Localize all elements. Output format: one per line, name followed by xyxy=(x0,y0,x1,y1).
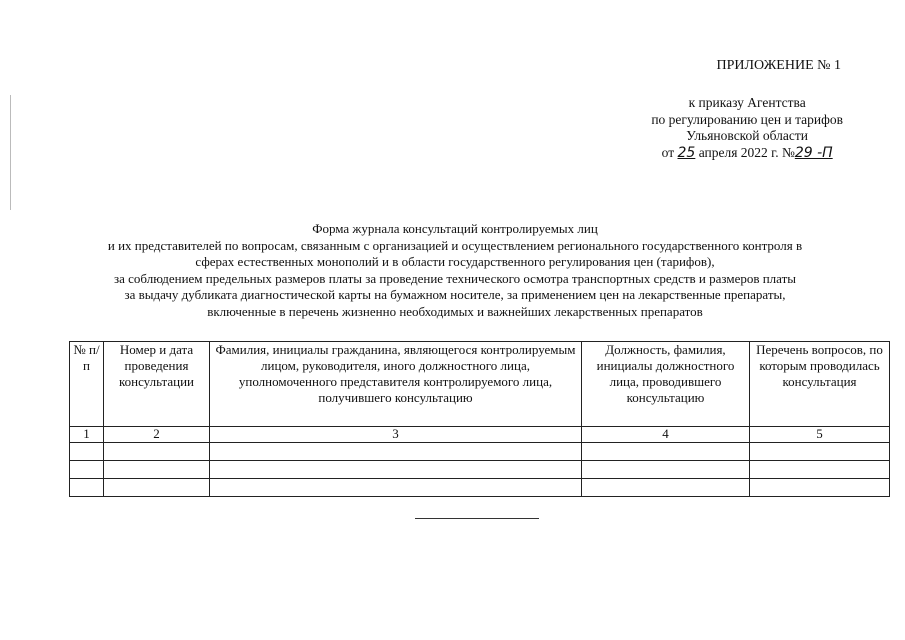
empty-cell xyxy=(104,461,210,479)
appendix-block xyxy=(651,95,843,161)
empty-cell xyxy=(210,461,582,479)
date-rest: апреля 2022 г. № xyxy=(698,144,795,160)
form-title-line: и их представителей по вопросам, связанным с организацией и осуществлением регионального государственного контроля в xyxy=(107,237,803,253)
header-consultation-date: Номер и дата проведения консультации xyxy=(104,342,210,427)
header-number: № п/п xyxy=(70,342,104,427)
handwritten-order-number: 29 -П xyxy=(794,144,833,161)
empty-cell xyxy=(582,443,750,461)
empty-cell xyxy=(104,479,210,497)
empty-cell xyxy=(750,461,890,479)
table-row xyxy=(70,479,890,497)
appendix-line-2: по регулированию цен и тарифов xyxy=(651,111,843,127)
form-title-line: за соблюдением предельных размеров платы за проведение технического осмотра транспортных средств и размеров платы xyxy=(113,270,797,286)
appendix-title: ПРИЛОЖЕНИЕ № 1 xyxy=(716,58,841,73)
empty-cell xyxy=(104,443,210,461)
scan-margin-mark xyxy=(10,95,11,210)
column-number: 1 xyxy=(70,427,104,443)
empty-cell xyxy=(210,443,582,461)
table-row xyxy=(70,461,890,479)
empty-cell xyxy=(70,479,104,497)
form-title-line: Форма журнала консультаций контролируемых лиц xyxy=(312,221,598,236)
form-title-line: за выдачу дубликата диагностической карты на бумажном носителе, за применением цен на лекарственные препараты, xyxy=(124,287,786,302)
header-official: Должность, фамилия, инициалы должностного лица, проводившего консультацию xyxy=(582,342,750,427)
empty-cell xyxy=(210,479,582,497)
appendix-date-line xyxy=(651,145,843,162)
form-title-line: включенные в перечень жизненно необходимых и важнейших лекарственных препаратов xyxy=(207,303,703,319)
empty-cell xyxy=(750,479,890,497)
appendix-line-1: к приказу Агентства xyxy=(688,95,806,110)
column-number: 4 xyxy=(582,427,750,443)
column-number: 3 xyxy=(210,427,582,443)
header-questions: Перечень вопросов, по которым проводилась консультация xyxy=(750,342,890,427)
column-number: 5 xyxy=(750,427,890,443)
empty-cell xyxy=(750,443,890,461)
form-title xyxy=(40,221,870,320)
table-row xyxy=(70,443,890,461)
form-title-line: сферах естественных монополий и в области государственного регулирования цен (тарифов), xyxy=(195,254,715,269)
consultation-journal-table xyxy=(69,341,890,497)
appendix-line-3: Ульяновской области xyxy=(686,128,809,143)
empty-cell xyxy=(582,479,750,497)
empty-cell xyxy=(70,443,104,461)
handwritten-day: 25 xyxy=(677,144,696,161)
header-consulted-person: Фамилия, инициалы гражданина, являющегося контролируемым лицом, руководителя, иного должностного лица, уполномоченного представителя контролируемого лица, получившего консультацию xyxy=(210,342,582,427)
column-number: 2 xyxy=(104,427,210,443)
empty-cell xyxy=(70,461,104,479)
closing-rule xyxy=(415,518,539,519)
date-prefix: от xyxy=(661,144,675,160)
empty-cell xyxy=(582,461,750,479)
